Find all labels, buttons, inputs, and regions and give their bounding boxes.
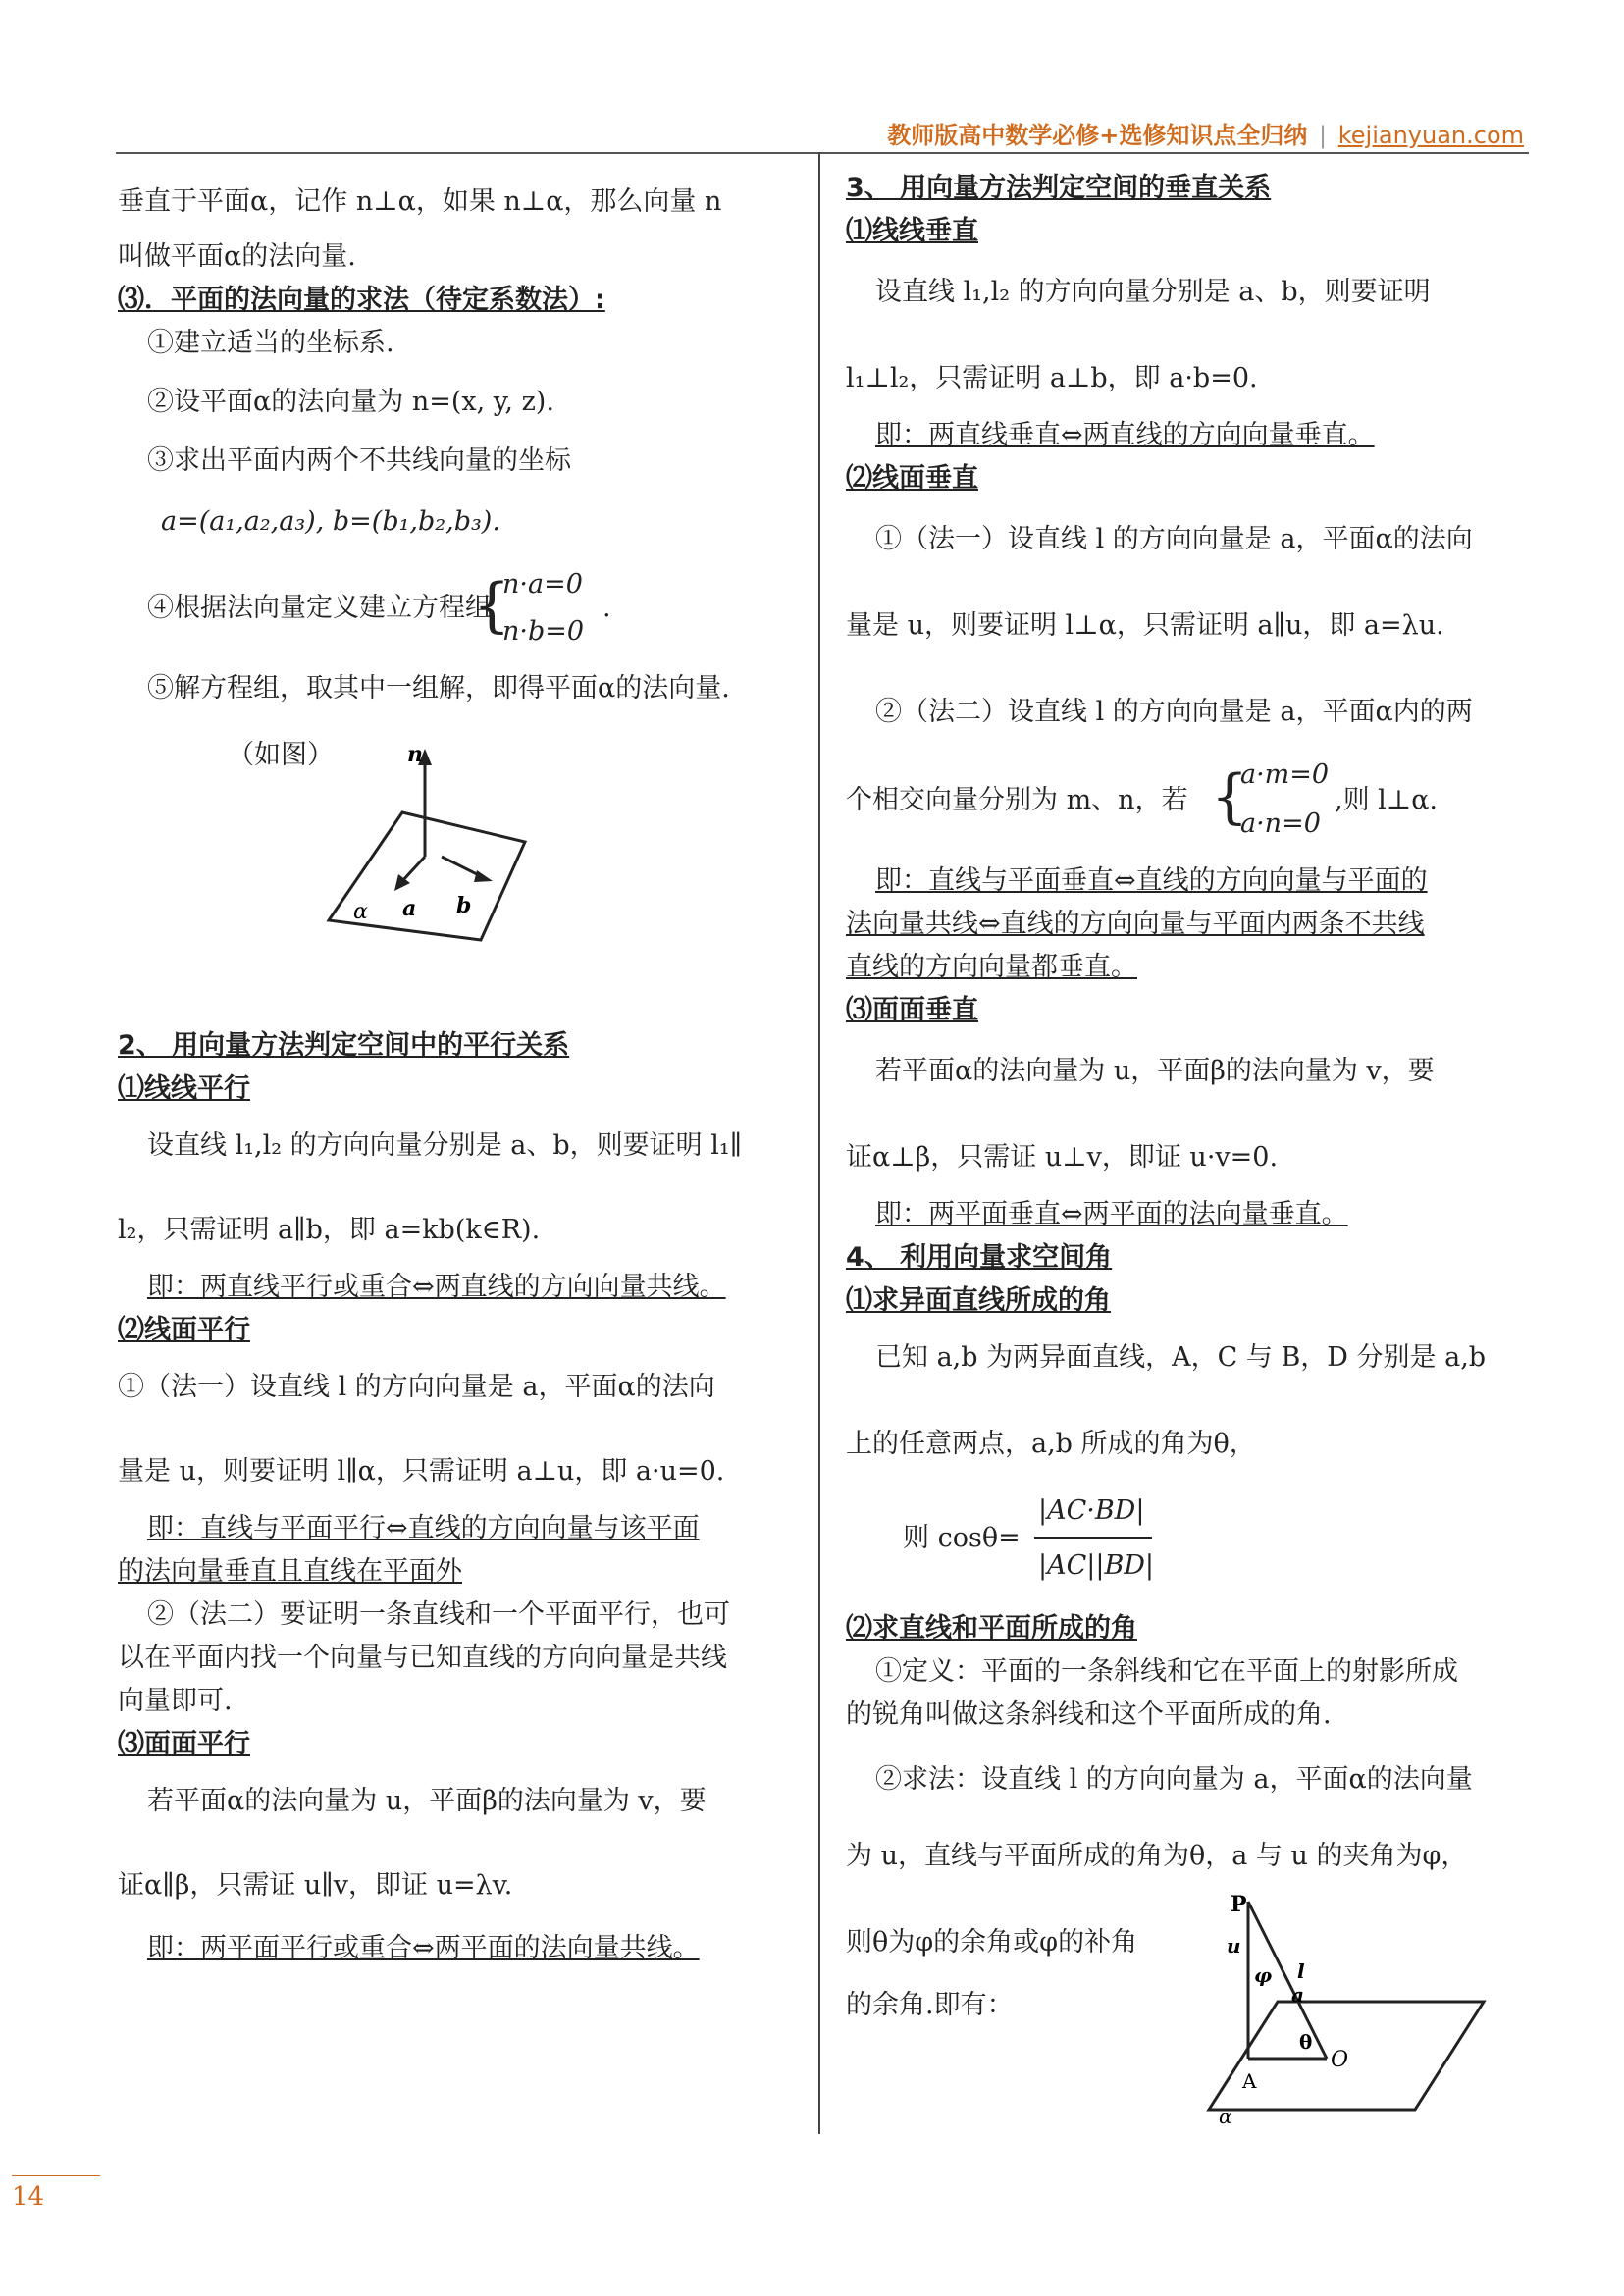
section-4-heading: 4、 利用向量求空间角 bbox=[846, 1242, 1113, 1273]
subsection-heading: ⑴求异面直线所成的角 bbox=[846, 1285, 1111, 1316]
label-a: a bbox=[1291, 1983, 1304, 2007]
step-4 bbox=[118, 561, 795, 655]
system-conclusion: ,则 l⊥α. bbox=[1335, 785, 1439, 815]
equation-1: a·m=0 bbox=[1240, 759, 1330, 790]
text-line: 证α⊥β，只需证 u⊥v，即证 u·v=0. bbox=[846, 1142, 1279, 1173]
system-text: 个相交向量分别为 m、n，若 bbox=[846, 785, 1188, 815]
label-a: a bbox=[402, 896, 417, 921]
text-line: l₂，只需证明 a∥b，即 a=kb(k∈R). bbox=[118, 1215, 541, 1245]
header-url: kejianyuan.com bbox=[1337, 122, 1524, 149]
figure-label: （如图） bbox=[228, 740, 334, 770]
formula-numerator: |AC·BD| bbox=[1038, 1495, 1145, 1526]
text-line: 量是 u，则要证明 l∥α，只需证明 a⊥u，即 a·u=0. bbox=[118, 1456, 725, 1487]
subsection-heading: ⑵线面垂直 bbox=[846, 463, 978, 494]
subsection-heading: ⑴线线平行 bbox=[118, 1073, 250, 1104]
label-n: n bbox=[407, 742, 423, 767]
label-theta: θ bbox=[1299, 2030, 1313, 2054]
label-O: O bbox=[1331, 2048, 1349, 2072]
formula-lhs: 则 cosθ= bbox=[903, 1523, 1021, 1553]
text-line: 则θ为φ的余角或φ的补角 bbox=[846, 1927, 1138, 1957]
section-3-heading: 3、 用向量方法判定空间的垂直关系 bbox=[846, 173, 1272, 203]
text-line: 叫做平面α的法向量. bbox=[118, 241, 356, 272]
section-heading: ⑶．平面的法向量的求法（待定系数法）: bbox=[118, 285, 605, 315]
text-line: l₁⊥l₂，只需证明 a⊥b，即 a·b=0. bbox=[846, 363, 1258, 393]
vector-a-line bbox=[402, 857, 425, 881]
text-line: 的锐角叫做这条斜线和这个平面所成的角. bbox=[846, 1699, 1332, 1730]
normal-vector-figure bbox=[118, 734, 795, 969]
text-line: 若平面α的法向量为 u，平面β的法向量为 v，要 bbox=[875, 1056, 1435, 1086]
header-title: 教师版高中数学必修+选修知识点全归纳 bbox=[887, 122, 1308, 149]
summary-line: 即：两直线垂直⇔两直线的方向向量垂直。 bbox=[875, 420, 1375, 450]
text-line: 为 u，直线与平面所成的角为θ，a 与 u 的夹角为φ， bbox=[846, 1841, 1468, 1871]
subsection-heading: ⑵求直线和平面所成的角 bbox=[846, 1613, 1137, 1644]
label-alpha: α bbox=[353, 900, 368, 924]
summary-line: 直线的方向向量都垂直。 bbox=[846, 952, 1137, 982]
angle-figure-block bbox=[846, 1892, 1523, 2147]
text-line: 垂直于平面α，记作 n⊥α，如果 n⊥α，那么向量 n bbox=[118, 186, 722, 217]
step-4-text: ④根据法向量定义建立方程组 bbox=[147, 593, 492, 623]
text-line: 上的任意两点，a,b 所成的角为θ， bbox=[846, 1429, 1256, 1459]
label-l: l bbox=[1297, 1959, 1305, 1983]
label-b: b bbox=[456, 893, 472, 918]
brace: { bbox=[1211, 762, 1249, 831]
equation-2: a·n=0 bbox=[1240, 809, 1321, 839]
page-header bbox=[887, 116, 1524, 150]
vector-b-arrowhead bbox=[474, 870, 493, 882]
summary-line: 的法向量垂直且直线在平面外 bbox=[118, 1556, 462, 1587]
label-u: u bbox=[1227, 1934, 1241, 1957]
text-line: 向量即可. bbox=[118, 1686, 233, 1716]
column-divider bbox=[818, 152, 820, 2134]
label-P: P bbox=[1231, 1892, 1247, 1917]
label-phi: φ bbox=[1254, 1963, 1273, 1987]
summary-line: 即：两直线平行或重合⇔两直线的方向向量共线。 bbox=[147, 1272, 726, 1302]
text-line: ②求法：设直线 l 的方向向量为 a，平面α的法向量 bbox=[875, 1764, 1473, 1795]
subsection-heading: ⑴线线垂直 bbox=[846, 216, 978, 246]
angle-figure-svg bbox=[1199, 1892, 1493, 2127]
step-1: ①建立适当的坐标系. bbox=[147, 328, 394, 358]
summary-line: 即：两平面平行或重合⇔两平面的法向量共线。 bbox=[147, 1933, 700, 1963]
subsection-heading: ⑶面面垂直 bbox=[846, 995, 978, 1025]
text-line: 已知 a,b 为两异面直线，A，C 与 B，D 分别是 a,b bbox=[875, 1342, 1487, 1373]
step-3: ③求出平面内两个不共线向量的坐标 bbox=[147, 445, 571, 476]
subsection-heading: ⑶面面平行 bbox=[118, 1729, 250, 1759]
fraction-bar bbox=[1034, 1537, 1152, 1539]
subsection-heading: ⑵线面平行 bbox=[118, 1315, 250, 1345]
text-line: 若平面α的法向量为 u，平面β的法向量为 v，要 bbox=[147, 1786, 707, 1816]
label-alpha: α bbox=[1219, 2105, 1232, 2127]
text-line: ①（法一）设直线 l 的方向向量是 a，平面α的法向 bbox=[875, 524, 1473, 554]
section-2-heading: 2、 用向量方法判定空间中的平行关系 bbox=[118, 1030, 570, 1061]
step-2: ②设平面α的法向量为 n=(x, y, z). bbox=[147, 387, 554, 417]
summary-line: 即：两平面垂直⇔两平面的法向量垂直。 bbox=[875, 1199, 1348, 1229]
text-line: ②（法二）设直线 l 的方向向量是 a，平面α内的两 bbox=[875, 697, 1473, 727]
summary-line: 即：直线与平面垂直⇔直线的方向向量与平面的 bbox=[875, 865, 1428, 896]
text-line: 证α∥β，只需证 u∥v，即证 u=λv. bbox=[118, 1870, 513, 1901]
text-line: 设直线 l₁,l₂ 的方向向量分别是 a、b，则要证明 bbox=[875, 277, 1431, 307]
text-line: 的余角.即有： bbox=[846, 1990, 1014, 2020]
step-3-formula: a=(a₁,a₂,a₃), b=(b₁,b₂,b₃). bbox=[161, 506, 500, 537]
page-number-rule bbox=[12, 2175, 100, 2176]
period: . bbox=[602, 593, 611, 623]
brace: { bbox=[473, 571, 511, 640]
cosine-formula bbox=[846, 1486, 1523, 1593]
plane-figure-svg bbox=[324, 734, 540, 969]
text-line: ①定义：平面的一条斜线和它在平面上的射影所成 bbox=[875, 1656, 1458, 1687]
text-line: 设直线 l₁,l₂ 的方向向量分别是 a、b，则要证明 l₁∥ bbox=[147, 1130, 743, 1161]
equation-2: n·b=0 bbox=[502, 616, 585, 647]
right-column bbox=[846, 167, 1523, 2147]
step-5: ⑤解方程组，取其中一组解，即得平面α的法向量. bbox=[147, 673, 730, 704]
vector-b-line bbox=[442, 857, 481, 876]
page-number: 14 bbox=[12, 2182, 45, 2212]
equation-1: n·a=0 bbox=[502, 569, 583, 600]
text-line-system bbox=[846, 752, 1523, 850]
text-line: ①（法一）设直线 l 的方向向量是 a，平面α的法向 bbox=[118, 1372, 715, 1402]
text-line: 以在平面内找一个向量与已知直线的方向向量是共线 bbox=[118, 1643, 727, 1673]
header-rule bbox=[116, 152, 1529, 154]
text-line: 量是 u，则要证明 l⊥α，只需证明 a∥u，即 a=λu. bbox=[846, 610, 1444, 641]
summary-line: 法向量共线⇔直线的方向向量与平面内两条不共线 bbox=[846, 909, 1425, 939]
text-line: ②（法二）要证明一条直线和一个平面平行，也可 bbox=[147, 1599, 730, 1630]
left-column bbox=[118, 167, 795, 1970]
summary-line: 即：直线与平面平行⇔直线的方向向量与该平面 bbox=[147, 1513, 700, 1543]
formula-denominator: |AC||BD| bbox=[1038, 1550, 1155, 1581]
header-separator: | bbox=[1318, 122, 1328, 149]
label-A: A bbox=[1242, 2069, 1257, 2093]
